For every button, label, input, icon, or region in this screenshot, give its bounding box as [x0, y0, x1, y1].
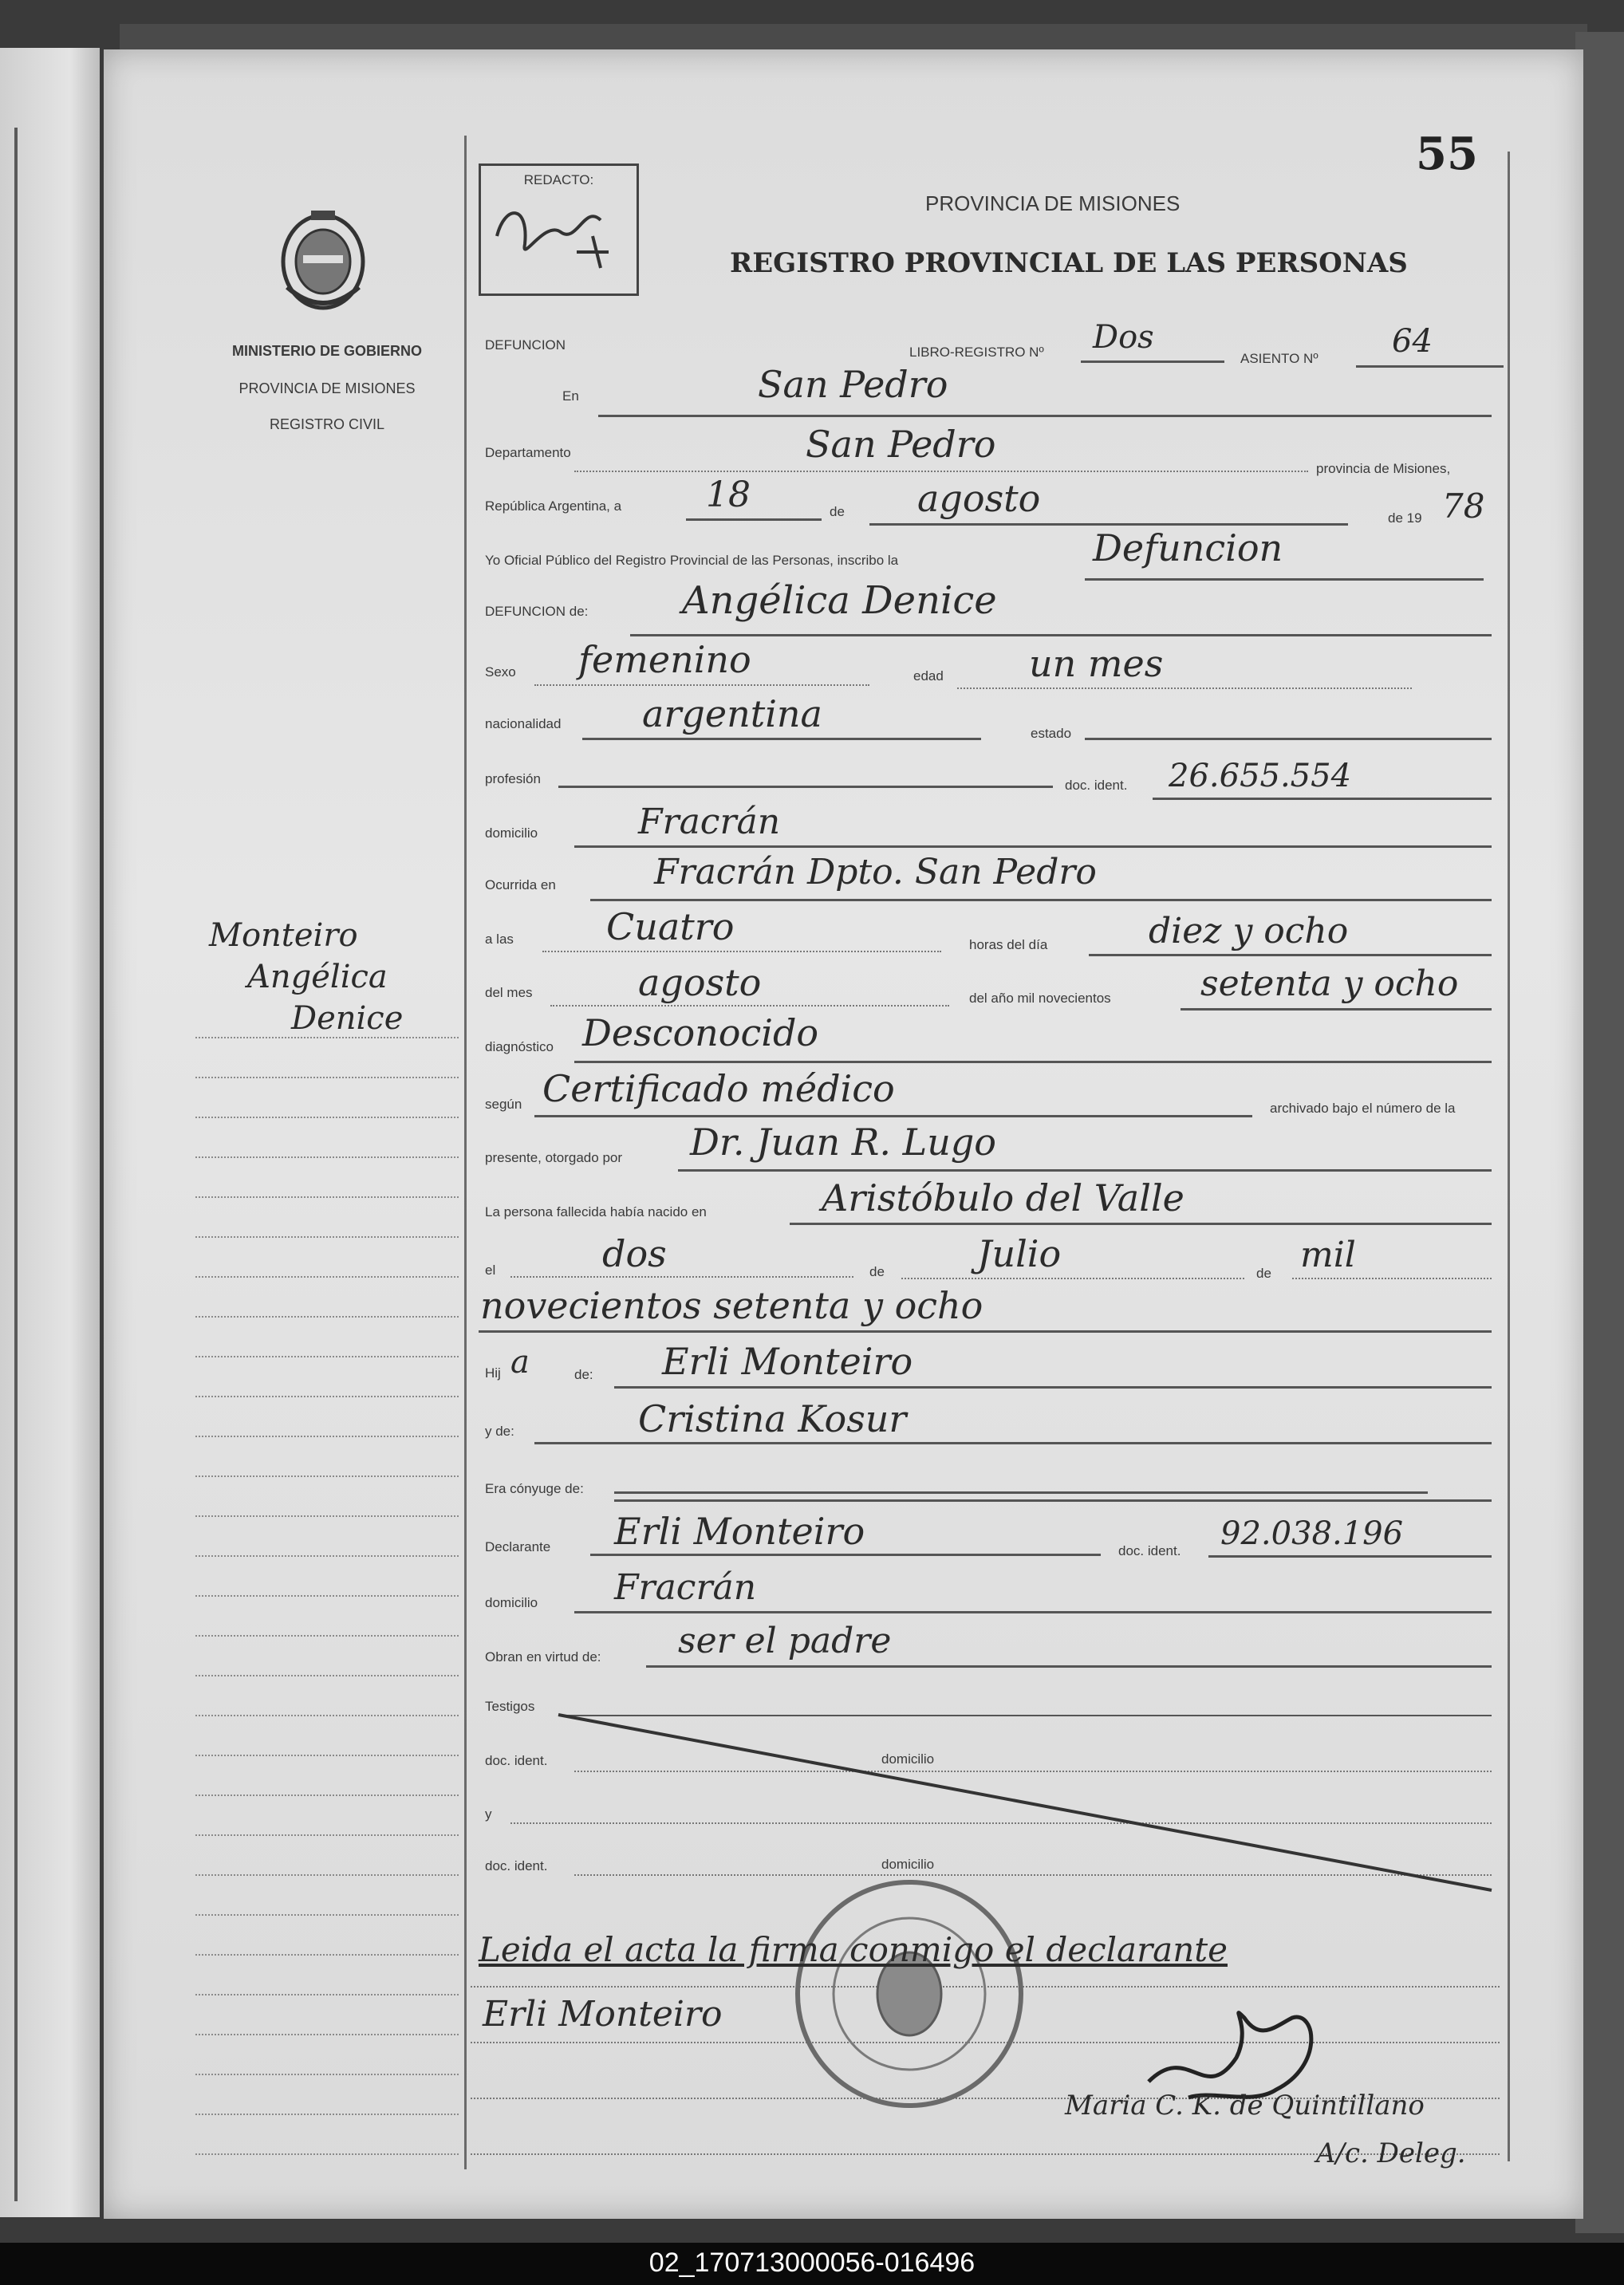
month-value: agosto — [917, 477, 1041, 520]
nac-de1-label: de — [869, 1264, 885, 1279]
decl-doc-label: doc. ident. — [1118, 1543, 1181, 1558]
nac-anio-value: novecientos setenta y ocho — [480, 1284, 983, 1327]
mes-value: agosto — [638, 961, 762, 1004]
decl-domicilio-value: Fracrán — [614, 1567, 757, 1608]
presente-value: Dr. Juan R. Lugo — [690, 1121, 996, 1164]
margin-rule-line — [195, 1117, 459, 1118]
margin-rule-line — [195, 1994, 459, 1995]
margin-rule-line — [195, 1675, 459, 1676]
nac-de2-label: de — [1256, 1266, 1271, 1281]
nacionalidad-label: nacionalidad — [485, 716, 562, 731]
republica-label: República Argentina, a — [485, 498, 622, 514]
margin-rule-line — [195, 1515, 459, 1517]
margin-rule-line — [195, 1795, 459, 1796]
margin-rule-line — [195, 1436, 459, 1437]
margin-rule-line — [195, 2074, 459, 2075]
margin-rule-line — [195, 1834, 459, 1836]
en-label: En — [562, 388, 579, 404]
sexo-label: Sexo — [485, 664, 516, 680]
departamento-label: Departamento — [485, 445, 571, 460]
conyuge-label: Era cónyuge de: — [485, 1481, 584, 1496]
hij-de-label: de: — [574, 1367, 593, 1382]
coat-of-arms-icon — [271, 207, 375, 319]
civil-registry-label: REGISTRO CIVIL — [269, 416, 385, 432]
margin-rule-line — [195, 2034, 459, 2035]
margin-rule-line — [195, 1356, 459, 1357]
year-value: 78 — [1442, 487, 1485, 526]
ocurrida-label: Ocurrida en — [485, 877, 556, 892]
defuncion-de-value: Angélica Denice — [682, 578, 997, 623]
anio-label: del año mil novecientos — [969, 991, 1111, 1006]
nacionalidad-value: argentina — [642, 692, 822, 735]
ministry-label: MINISTERIO DE GOBIERNO — [231, 343, 423, 359]
margin-rule-line — [195, 2114, 459, 2115]
obran-value: ser el padre — [678, 1621, 892, 1661]
margin-note-line-2: Angélica — [247, 959, 388, 995]
margin-rule-line — [195, 1156, 459, 1158]
hij-suffix: a — [510, 1344, 530, 1381]
profesion-label: profesión — [485, 771, 541, 786]
t2-dom-label: domicilio — [881, 1857, 935, 1872]
t2-doc-label: doc. ident. — [485, 1858, 548, 1873]
padre-value: Erli Monteiro — [662, 1340, 913, 1383]
segun-value: Certificado médico — [542, 1067, 895, 1110]
domicilio-value: Fracrán — [638, 802, 781, 842]
margin-rule-line — [195, 1914, 459, 1916]
official-name: Maria C. K. de Quintillano — [1065, 2090, 1425, 2122]
margin-note-line-3: Denice — [291, 1000, 404, 1037]
margin-rule-line — [195, 1236, 459, 1238]
diagnostico-label: diagnóstico — [485, 1039, 554, 1054]
domicilio-label: domicilio — [485, 825, 538, 841]
margin-note-line-1: Monteiro — [209, 917, 358, 954]
official-role: A/c. Deleg. — [1316, 2137, 1466, 2169]
margin-rule-line — [195, 1475, 459, 1477]
header-registry: REGISTRO PROVINCIAL DE LAS PERSONAS — [730, 247, 1408, 279]
testigos-label: Testigos — [485, 1699, 535, 1714]
margin-rule-line — [195, 1954, 459, 1956]
page-number: 55 — [1416, 128, 1478, 180]
libro-label: LIBRO-REGISTRO Nº — [909, 345, 1044, 360]
oficial-label: Yo Oficial Público del Registro Provincial de las Personas, inscribo la — [485, 553, 899, 568]
a-las-value: Cuatro — [606, 905, 735, 948]
departamento-value: San Pedro — [806, 423, 996, 466]
declarant-signature: Erli Monteiro — [483, 1994, 723, 2035]
horas-label: horas del día — [969, 937, 1048, 952]
dia-value: diez y ocho — [1149, 911, 1349, 951]
footer-id: 02_170713000056-016496 — [648, 2248, 976, 2278]
redacto-signature-icon — [481, 188, 625, 276]
doc-ident-value: 26.655.554 — [1169, 758, 1352, 794]
obran-label: Obran en virtud de: — [485, 1649, 601, 1665]
margin-rule-line — [195, 2153, 459, 2155]
a-las-label: a las — [485, 932, 514, 947]
estado-label: estado — [1031, 726, 1072, 741]
redacto-box — [479, 163, 639, 296]
t1-dom-label: domicilio — [881, 1751, 935, 1767]
nacido-value: Aristóbulo del Valle — [822, 1176, 1184, 1219]
diagnostico-value: Desconocido — [582, 1011, 819, 1054]
y-label: y — [485, 1806, 492, 1822]
margin-rule-line — [195, 1874, 459, 1876]
margin-rule-line — [195, 1635, 459, 1637]
ocurrida-value: Fracrán Dpto. San Pedro — [654, 852, 1097, 892]
decl-doc-value: 92.038.196 — [1220, 1515, 1404, 1552]
en-value: San Pedro — [758, 363, 948, 406]
main-vertical-rule — [464, 136, 467, 2169]
redacto-label: REDACTO: — [523, 172, 594, 187]
anio-value: setenta y ocho — [1200, 963, 1459, 1004]
year-label: de 19 — [1388, 510, 1422, 526]
el-label: el — [485, 1263, 496, 1278]
asiento-value: 64 — [1392, 323, 1433, 360]
margin-rule-line — [195, 1595, 459, 1597]
official-seal-icon — [790, 1874, 1029, 2114]
segun-label: según — [485, 1097, 522, 1112]
margin-rule-line — [195, 1396, 459, 1397]
madre-value: Cristina Kosur — [638, 1397, 907, 1440]
provincia-label: provincia de Misiones, — [1316, 461, 1451, 476]
edad-label: edad — [913, 668, 944, 684]
nac-dia-value: dos — [602, 1232, 667, 1275]
libro-value: Dos — [1093, 319, 1154, 356]
nac-mil-value: mil — [1300, 1235, 1356, 1275]
archivado-label: archivado bajo el número de la — [1270, 1101, 1456, 1116]
margin-rule-line — [195, 1196, 459, 1198]
testigos-strike-line — [550, 1707, 1500, 1898]
margin-rule-line — [195, 1077, 459, 1078]
presente-label: presente, otorgado por — [485, 1150, 623, 1165]
header-province: PROVINCIA DE MISIONES — [925, 191, 1181, 215]
edad-value: un mes — [1029, 642, 1164, 685]
hij-label: Hij — [485, 1365, 501, 1381]
asiento-label: ASIENTO Nº — [1240, 351, 1319, 366]
margin-rule-line — [195, 1037, 459, 1038]
declarante-label: Declarante — [485, 1539, 551, 1554]
margin-rule-line — [195, 1276, 459, 1278]
margin-rule-line — [195, 1555, 459, 1557]
declarante-value: Erli Monteiro — [614, 1510, 865, 1553]
nac-mes-value: Julio — [977, 1232, 1062, 1275]
margin-rule-line — [195, 1755, 459, 1756]
de-label: de — [830, 504, 845, 519]
inscribo-value: Defuncion — [1093, 526, 1283, 569]
sexo-value: femenino — [578, 638, 751, 681]
margin-rule-line — [195, 1715, 459, 1716]
doc-ident-label: doc. ident. — [1065, 778, 1128, 793]
y-de-label: y de: — [485, 1424, 514, 1439]
t1-doc-label: doc. ident. — [485, 1753, 548, 1768]
closing-text: Leida el acta la firma conmigo el declarante — [479, 1930, 1228, 1969]
left-page-sliver — [0, 48, 100, 2217]
province-label: PROVINCIA DE MISIONES — [238, 380, 416, 396]
defuncion-de-label: DEFUNCION de: — [485, 604, 589, 619]
decl-domicilio-label: domicilio — [485, 1595, 538, 1610]
nacido-label: La persona fallecida había nacido en — [485, 1204, 707, 1219]
defuncion-label: DEFUNCION — [485, 337, 566, 353]
right-vertical-rule — [1508, 152, 1510, 2161]
del-mes-label: del mes — [485, 985, 533, 1000]
day-value: 18 — [706, 475, 751, 515]
margin-rule-line — [195, 1316, 459, 1318]
